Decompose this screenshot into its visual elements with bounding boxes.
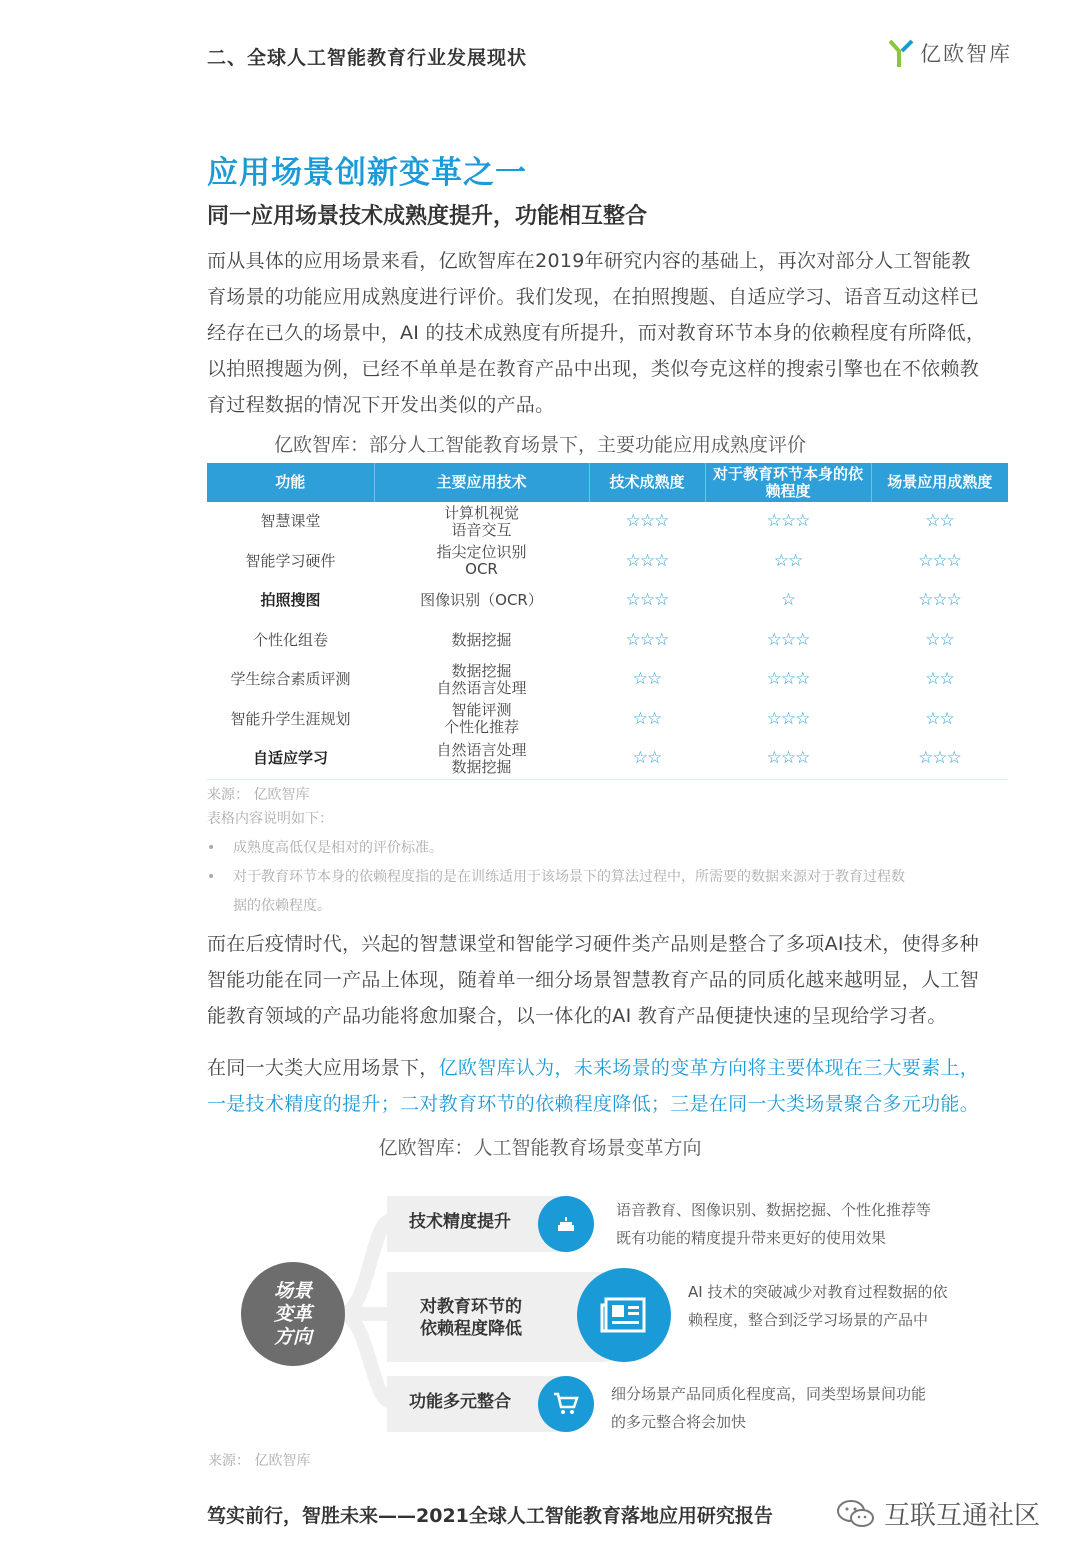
table-header-tech: 主要应用技术 [374,463,589,502]
tech-maturity-stars-cell [589,660,705,700]
paragraph-line: 以拍照搜题为例，已经不单单是在教育产品中出现，类似夸克这样的搜索引擎也在不依赖教 [207,358,980,380]
footer-text: 笃实前行，智胜未来——2021全球人工智能教育落地应用研究报告 [207,1505,773,1527]
dependency-stars: ☆☆☆ [766,511,810,532]
cake-icon [555,1213,577,1235]
function-cell: 智能升学生涯规划 [230,709,351,728]
dependency-stars-cell [705,660,871,700]
paragraph-line: 育过程数据的情况下开发出类似的产品。 [207,394,555,416]
dependency-stars-cell [705,502,871,542]
hub-line: 场景 [273,1279,312,1302]
desc-line: 既有功能的精度提升带来更好的使用效果 [616,1229,887,1247]
hub-line: 变革 [273,1302,312,1325]
branch-label-line: 对教育环节的 [420,1297,522,1317]
tech-maturity-stars: ☆☆ [632,669,662,690]
header-title: 二、全球人工智能教育行业发展现状 [207,47,528,69]
table-row [207,502,1008,542]
dependency-stars: ☆☆☆ [766,708,810,729]
branch-label-dependency [396,1296,546,1340]
maturity-table [207,463,1008,780]
table-row [207,581,1008,621]
tech-maturity-stars-cell [589,739,705,779]
dependency-stars: ☆☆☆ [766,748,810,769]
tech-cell [374,739,589,779]
table-header-tech-maturity: 技术成熟度 [589,463,705,502]
branch-label-integration: 功能多元整合 [409,1392,511,1412]
app-maturity-stars-cell [871,542,1008,582]
function-cell: 智能学习硬件 [245,551,336,570]
branch-desc-precision [616,1196,931,1252]
dependency-circle [577,1268,671,1362]
tech-maturity-stars: ☆☆☆ [625,629,669,650]
note-bullet: • [207,840,216,856]
precision-circle [538,1196,594,1252]
tech-cell [374,581,589,621]
tech-cell [374,542,589,582]
app-maturity-stars: ☆☆☆ [918,748,961,769]
diagram-caption: 亿欧智库：人工智能教育场景变革方向 [378,1137,702,1159]
app-maturity-stars: ☆☆ [925,669,954,690]
app-maturity-stars-cell [871,739,1008,779]
paragraph-line [207,1050,1037,1086]
watermark-text: 互联互通社区 [884,1501,1041,1531]
hub-line: 方向 [273,1325,312,1348]
paragraph-line: 能教育领域的产品功能将愈加聚合，以一体化的AI 教育产品便捷快速的呈现给学习者。 [207,1005,947,1027]
tech-line: 指尖定位识别 [436,543,527,562]
wechat-icon [836,1498,876,1530]
branch-label-line: 依赖程度降低 [420,1319,522,1339]
desc-line: 赖程度，整合到泛学习场景的产品中 [688,1311,929,1329]
dependency-stars-cell [705,700,871,740]
dependency-stars-cell [705,739,871,779]
desc-line: 细分场景产品同质化程度高，同类型场景间功能 [611,1385,927,1403]
tech-cell [374,502,589,542]
tech-maturity-stars: ☆☆ [632,748,662,769]
desc-line: 的多元整合将会加快 [611,1413,747,1431]
post-pandemic-paragraph [207,926,1037,1034]
app-maturity-stars: ☆☆☆ [918,550,961,571]
dependency-stars: ☆ [780,590,796,611]
table-body [207,502,1008,779]
tech-maturity-stars: ☆☆☆ [625,590,669,611]
note-line: 对于教育环节本身的依赖程度指的是在训练适用于该场景下的算法过程中，所需要的数据来源对于教育过程数 [233,869,905,885]
desc-line: AI 技术的突破减少对教育过程数据的依 [688,1283,948,1301]
tech-line: 图像识别（OCR） [420,591,543,610]
tech-line: 自然语言处理 [436,678,527,697]
dependency-stars: ☆☆☆ [766,669,810,690]
note-bullet: • [207,869,216,885]
integration-circle [538,1376,594,1432]
note-item: 成熟度高低仅是相对的评价标准。 [233,840,443,856]
branch-label-precision: 技术精度提升 [409,1212,511,1232]
paragraph-line: 经存在已久的场景中，AI 的技术成熟度有所提升，而对教育环节本身的依赖程度有所降低， [207,322,986,344]
tech-line: OCR [465,560,498,579]
tech-cell [374,700,589,740]
function-cell: 智慧课堂 [260,512,321,531]
app-maturity-stars: ☆☆ [925,629,954,650]
app-maturity-stars: ☆☆ [925,511,954,532]
tech-line: 计算机视觉 [443,503,519,522]
newspaper-icon [600,1297,648,1333]
diagram-source: 来源： 亿欧智库 [208,1453,311,1469]
tech-line: 数据挖掘 [451,757,512,776]
tech-maturity-stars-cell [589,542,705,582]
tech-line: 数据挖掘 [451,661,512,680]
paragraph-line: 智能功能在同一产品上体现，随着单一细分场景智慧教育产品的同质化越来越明显，人工智 [207,969,980,991]
paragraph-line: 育场景的功能应用成熟度进行评价。我们发现，在拍照搜题、自适应学习、语音互动这样已 [207,286,980,308]
subtitle: 同一应用场景技术成熟度提升，功能相互整合 [207,204,648,229]
desc-line: 语音教育、图像识别、数据挖掘、个性化推荐等 [616,1201,932,1219]
diagram-hub [241,1262,345,1366]
dependency-stars: ☆☆☆ [766,629,810,650]
app-maturity-stars-cell [871,581,1008,621]
tech-line: 个性化推荐 [443,718,519,737]
function-cell: 学生综合素质评测 [230,670,351,689]
paragraph-line: 而在后疫情时代，兴起的智慧课堂和智能学习硬件类产品则是整合了多项AI技术，使得多种 [207,933,979,955]
app-maturity-stars-cell [871,621,1008,661]
tech-maturity-stars: ☆☆☆ [625,550,669,571]
table-row [207,660,1008,700]
table-row [207,700,1008,740]
tech-maturity-stars-cell [589,502,705,542]
tech-maturity-stars: ☆☆ [632,708,662,729]
branch-desc-dependency [688,1278,947,1334]
tech-line: 智能评测 [451,701,512,720]
table-caption: 亿欧智库：部分人工智能教育场景下，主要功能应用成熟度评价 [273,434,806,456]
app-maturity-stars-cell [871,502,1008,542]
dependency-stars-cell [705,621,871,661]
logo-text: 亿欧智库 [920,42,1012,66]
watermark [836,1495,1040,1532]
tech-maturity-stars-cell [589,621,705,661]
table-row [207,739,1008,779]
paragraph-highlight: 一是技术精度的提升；二对教育环节的依赖程度降低；三是在同一大类场景聚合多元功能。 [207,1093,980,1115]
tech-maturity-stars-cell [589,581,705,621]
function-cell: 个性化组卷 [252,630,328,649]
note-item [233,863,1023,921]
tech-line: 语音交互 [451,520,512,539]
dependency-stars-cell [705,581,871,621]
table-row [207,621,1008,661]
notes-intro: 表格内容说明如下： [207,811,333,827]
branch-desc-integration [611,1380,926,1436]
intro-paragraph [207,243,1037,423]
app-maturity-stars: ☆☆ [925,708,954,729]
table-header-app-maturity: 场景应用成熟度 [871,463,1008,502]
app-maturity-stars: ☆☆☆ [918,590,961,611]
conclusion-paragraph [207,1050,1037,1122]
table-row [207,542,1008,582]
logo-mark-icon [888,38,914,68]
function-cell: 自适应学习 [207,739,374,779]
paragraph-highlight: 亿欧智库认为，未来场景的变革方向将主要体现在三大要素上， [438,1057,980,1079]
function-cell: 拍照搜图 [260,591,321,610]
tech-line: 自然语言处理 [436,740,527,759]
dependency-stars-cell [705,542,871,582]
tech-maturity-stars-cell [589,700,705,740]
tech-cell [374,621,589,661]
tech-cell [374,660,589,700]
paragraph-plain: 在同一大类大应用场景下， [207,1057,439,1079]
note-line: 据的依赖程度。 [233,898,331,914]
table-source: 来源： 亿欧智库 [207,787,310,803]
dependency-stars: ☆☆ [773,550,803,571]
table-header-function: 功能 [207,463,374,502]
tech-maturity-stars: ☆☆☆ [625,511,669,532]
section-title: 应用场景创新变革之一 [207,155,527,191]
table-header-dependency: 对于教育环节本身的依赖程度 [705,463,871,502]
logo [888,38,1012,68]
app-maturity-stars-cell [871,700,1008,740]
tech-line: 数据挖掘 [451,630,512,649]
app-maturity-stars-cell [871,660,1008,700]
cart-icon [553,1392,579,1416]
paragraph-line: 而从具体的应用场景来看，亿欧智库在2019年研究内容的基础上，再次对部分人工智能教 [207,250,971,272]
